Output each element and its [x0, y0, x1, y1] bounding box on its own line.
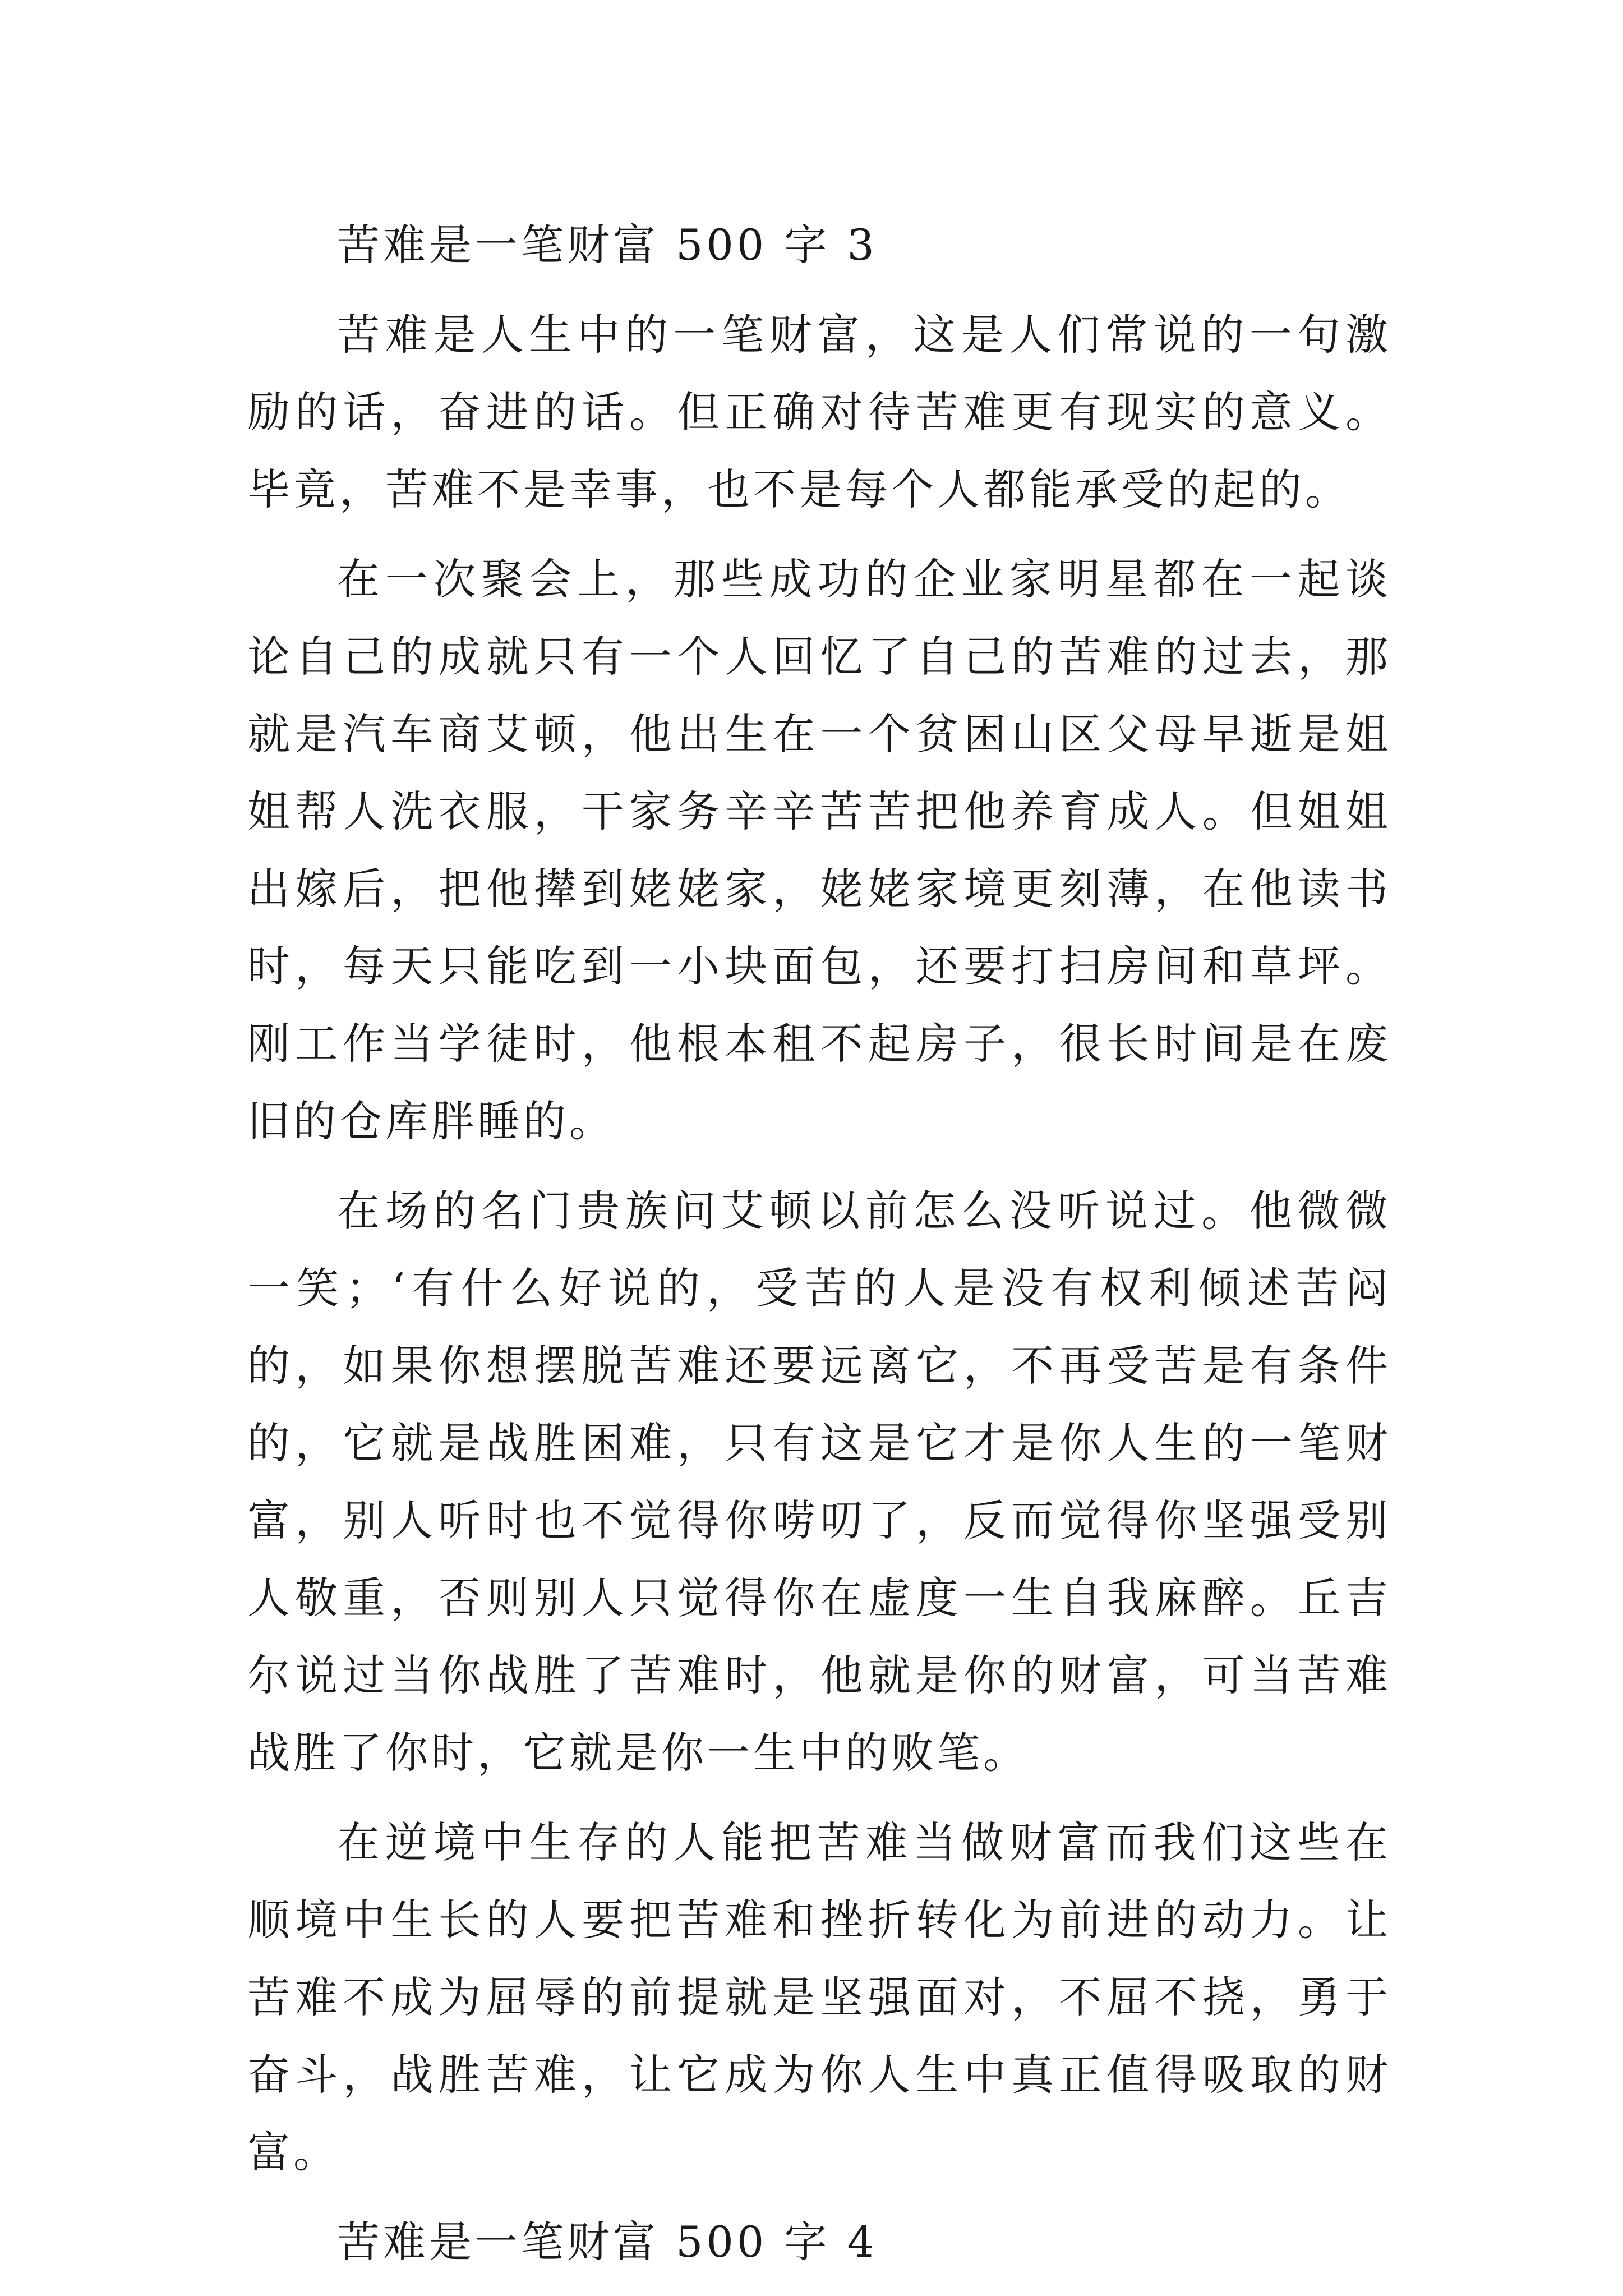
paragraph-1: 苦难是人生中的一笔财富，这是人们常说的一句激励的话，奋进的话。但正确对待苦难更有现实的意义。毕竟，苦难不是幸事，也不是每个人都能承受的起的。: [247, 310, 1391, 514]
section-heading-4: 苦难是一笔财富 500 字 4: [337, 2217, 878, 2267]
paragraph-4: 在逆境中生存的人能把苦难当做财富而我们这些在顺境中生长的人要把苦难和挫折转化为前进的动力。让苦难不成为屈辱的前提就是坚强面对，不屈不挠，勇于奋斗，战胜苦难，让它成为你人生中真正值得吸取的财富。: [247, 1818, 1391, 2177]
section-heading-3: 苦难是一笔财富 500 字 3: [337, 220, 878, 270]
document-body: [247, 206, 1391, 2293]
paragraph-3: 在场的名门贵族问艾顿以前怎么没听说过。他微微一笑；‘有什么好说的，受苦的人是没有权利倾述苦闷的，如果你想摆脱苦难还要远离它，不再受苦是有条件的，它就是战胜困难，只有这是它才是你人生的一笔财富，别人听时也不觉得你唠叨了，反而觉得你坚强受别人敬重，否则别人只觉得你在虚度一生自我麻醉。丘吉尔说过当你战胜了苦难时，他就是你的财富，可当苦难战胜了你时，它就是你一生中的败笔。: [247, 1186, 1391, 1778]
paragraph-2: 在一次聚会上，那些成功的企业家明星都在一起谈论自己的成就只有一个人回忆了自己的苦难的过去，那就是汽车商艾顿，他出生在一个贫困山区父母早逝是姐姐帮人洗衣服，干家务辛辛苦苦把他养育成人。但姐姐出嫁后，把他撵到姥姥家，姥姥家境更刻薄，在他读书时，每天只能吃到一小块面包，还要打扫房间和草坪。刚工作当学徒时，他根本租不起房子，很长时间是在废旧的仓库胖睡的。: [247, 554, 1391, 1146]
